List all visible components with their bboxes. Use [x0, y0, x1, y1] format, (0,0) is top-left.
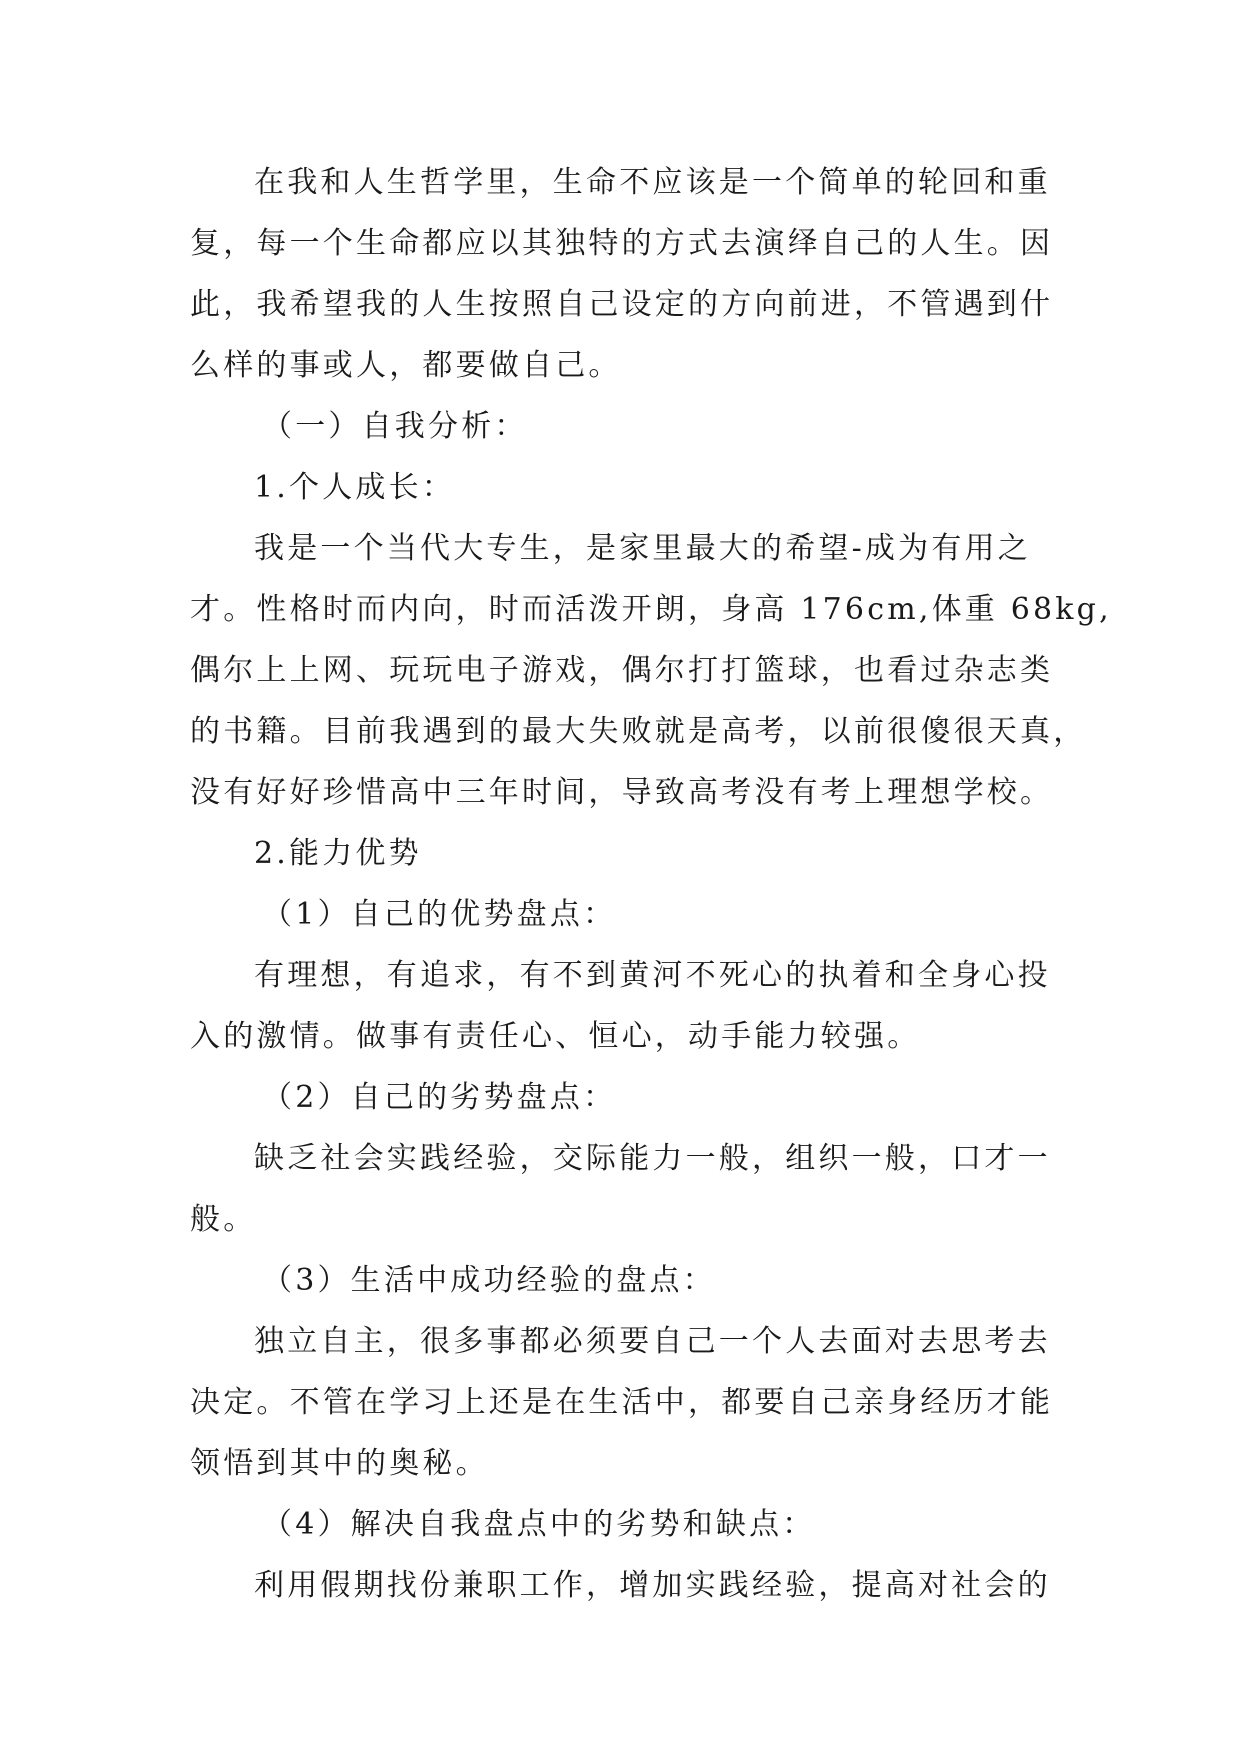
item-heading-strengths: （1）自己的优势盘点：	[262, 897, 617, 932]
paragraph-philosophy-line: 么样的事或人，都要做自己。	[190, 348, 622, 383]
paragraph-philosophy-line: 在我和人生哲学里，生命不应该是一个简单的轮回和重	[254, 165, 1051, 200]
paragraph-strengths-line: 有理想，有追求，有不到黄河不死心的执着和全身心投	[254, 958, 1051, 993]
document-body	[190, 152, 1112, 1616]
paragraph-weaknesses-line: 缺乏社会实践经验，交际能力一般，组织一般，口才一	[254, 1141, 1051, 1176]
paragraph-personal-growth-line: 偶尔上上网、玩玩电子游戏，偶尔打打篮球，也看过杂志类	[190, 653, 1054, 688]
paragraph-resolve-line: 利用假期找份兼职工作，增加实践经验，提高对社会的	[254, 1568, 1051, 1603]
paragraph-success-line: 独立自主，很多事都必须要自己一个人去面对去思考去	[254, 1324, 1051, 1359]
paragraph-philosophy-line: 此，我希望我的人生按照自己设定的方向前进，不管遇到什	[190, 287, 1054, 322]
paragraph-personal-growth-line: 的书籍。目前我遇到的最大失败就是高考，以前很傻很天真，	[190, 714, 1087, 749]
item-heading-resolve-weaknesses: （4）解决自我盘点中的劣势和缺点：	[262, 1507, 816, 1542]
paragraph-personal-growth-line: 才。性格时而内向，时而活泼开朗，身高 176cm,体重 68kg,	[190, 592, 1112, 627]
section-heading-self-analysis: （一）自我分析：	[262, 409, 528, 444]
paragraph-success-line: 领悟到其中的奥秘。	[190, 1446, 489, 1481]
paragraph-success-line: 决定。不管在学习上还是在生活中，都要自己亲身经历才能	[190, 1385, 1054, 1420]
subheading-personal-growth: 1.个人成长：	[254, 470, 456, 505]
paragraph-personal-growth-line: 我是一个当代大专生，是家里最大的希望-成为有用之	[254, 531, 1031, 566]
paragraph-personal-growth-line: 没有好好珍惜高中三年时间，导致高考没有考上理想学校。	[190, 775, 1054, 810]
item-heading-weaknesses: （2）自己的劣势盘点：	[262, 1080, 617, 1115]
item-heading-success-experience: （3）生活中成功经验的盘点：	[262, 1263, 716, 1298]
subheading-ability-advantages: 2.能力优势	[254, 836, 422, 871]
paragraph-philosophy-line: 复，每一个生命都应以其独特的方式去演绎自己的人生。因	[190, 226, 1054, 261]
paragraph-strengths-line: 入的激情。做事有责任心、恒心，动手能力较强。	[190, 1019, 921, 1054]
paragraph-weaknesses-line: 般。	[190, 1202, 257, 1237]
